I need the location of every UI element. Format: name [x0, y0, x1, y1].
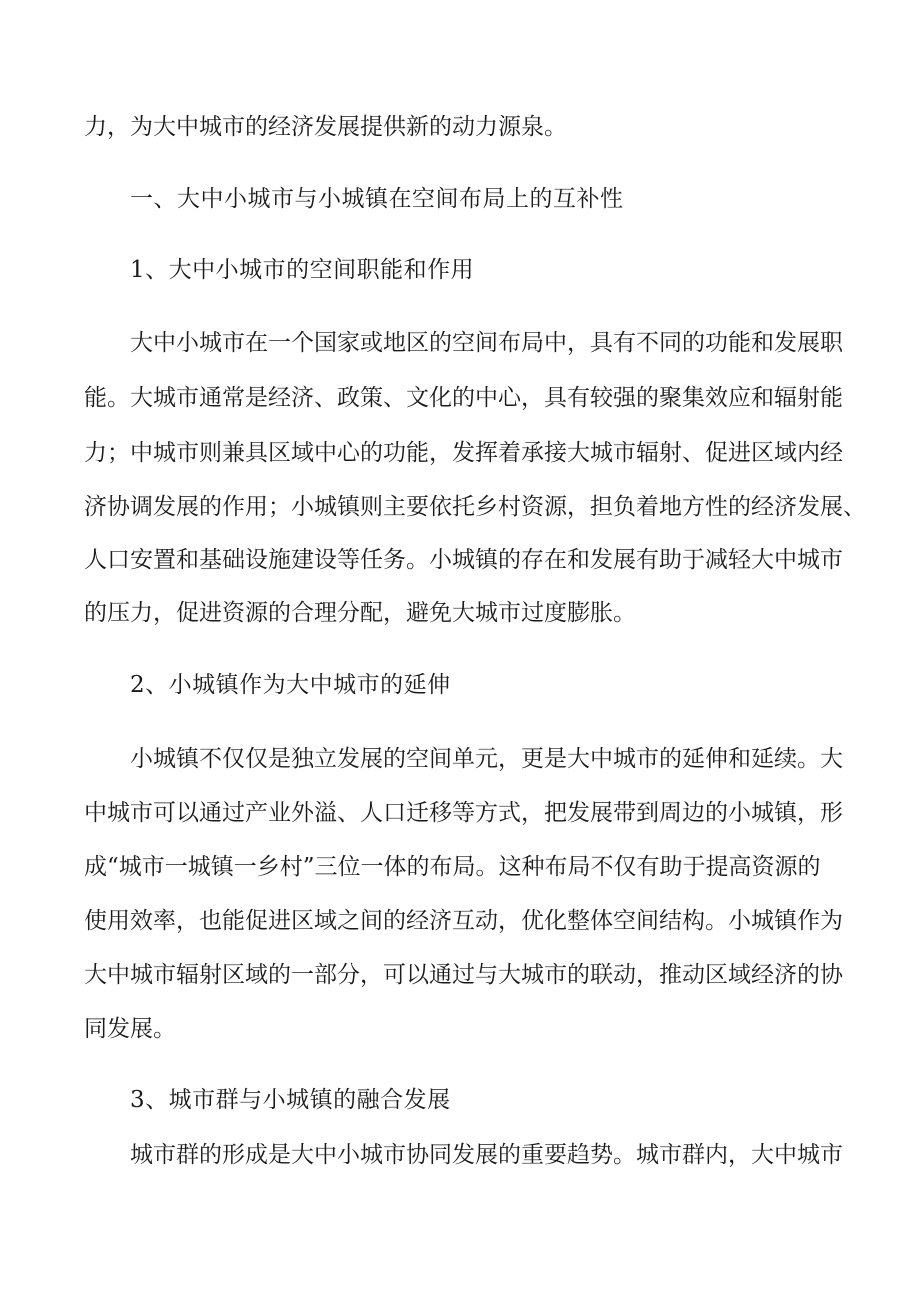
subsection-heading-3: 3、城市群与小城镇的融合发展: [130, 1087, 451, 1113]
paragraph-line: 的压力，促进资源的合理分配，避免大城市过度膨胀。: [84, 600, 636, 626]
paragraph-line: 小城镇不仅仅是独立发展的空间单元，更是大中城市的延伸和延续。大: [130, 746, 843, 772]
subsection-heading-2: 2、小城镇作为大中城市的延伸: [130, 672, 451, 698]
subsection-heading-1: 1、大中小城市的空间职能和作用: [130, 257, 475, 283]
paragraph-continuation-line: 力，为大中城市的经济发展提供新的动力源泉。: [84, 114, 567, 140]
section-heading-1: 一、大中小城市与小城镇在空间布局上的互补性: [130, 186, 624, 212]
paragraph-line: 力；中城市则兼具区域中心的功能，发挥着承接大城市辐射、促进区域内经: [84, 440, 843, 466]
paragraph-line: 大中小城市在一个国家或地区的空间布局中，具有不同的功能和发展职: [130, 330, 843, 356]
paragraph-line: 城市群的形成是大中小城市协同发展的重要趋势。城市群内，大中城市: [130, 1142, 843, 1168]
paragraph-line: 济协调发展的作用；小城镇则主要依托乡村资源，担负着地方性的经济发展、: [84, 494, 866, 520]
paragraph-line: 人口安置和基础设施建设等任务。小城镇的存在和发展有助于减轻大中城市: [84, 547, 843, 573]
paragraph-line: 大中城市辐射区域的一部分，可以通过与大城市的联动，推动区域经济的协: [84, 962, 843, 988]
paragraph-line: 成“城市一城镇一乡村”三位一体的布局。这种布局不仅有助于提高资源的: [84, 854, 821, 880]
paragraph-line: 中城市可以通过产业外溢、人口迁移等方式，把发展带到周边的小城镇，形: [84, 800, 843, 826]
paragraph-line: 能。大城市通常是经济、政策、文化的中心，具有较强的聚集效应和辐射能: [84, 385, 843, 411]
paragraph-line: 使用效率，也能促进区域之间的经济互动，优化整体空间结构。小城镇作为: [84, 908, 843, 934]
paragraph-line: 同发展。: [84, 1016, 176, 1042]
